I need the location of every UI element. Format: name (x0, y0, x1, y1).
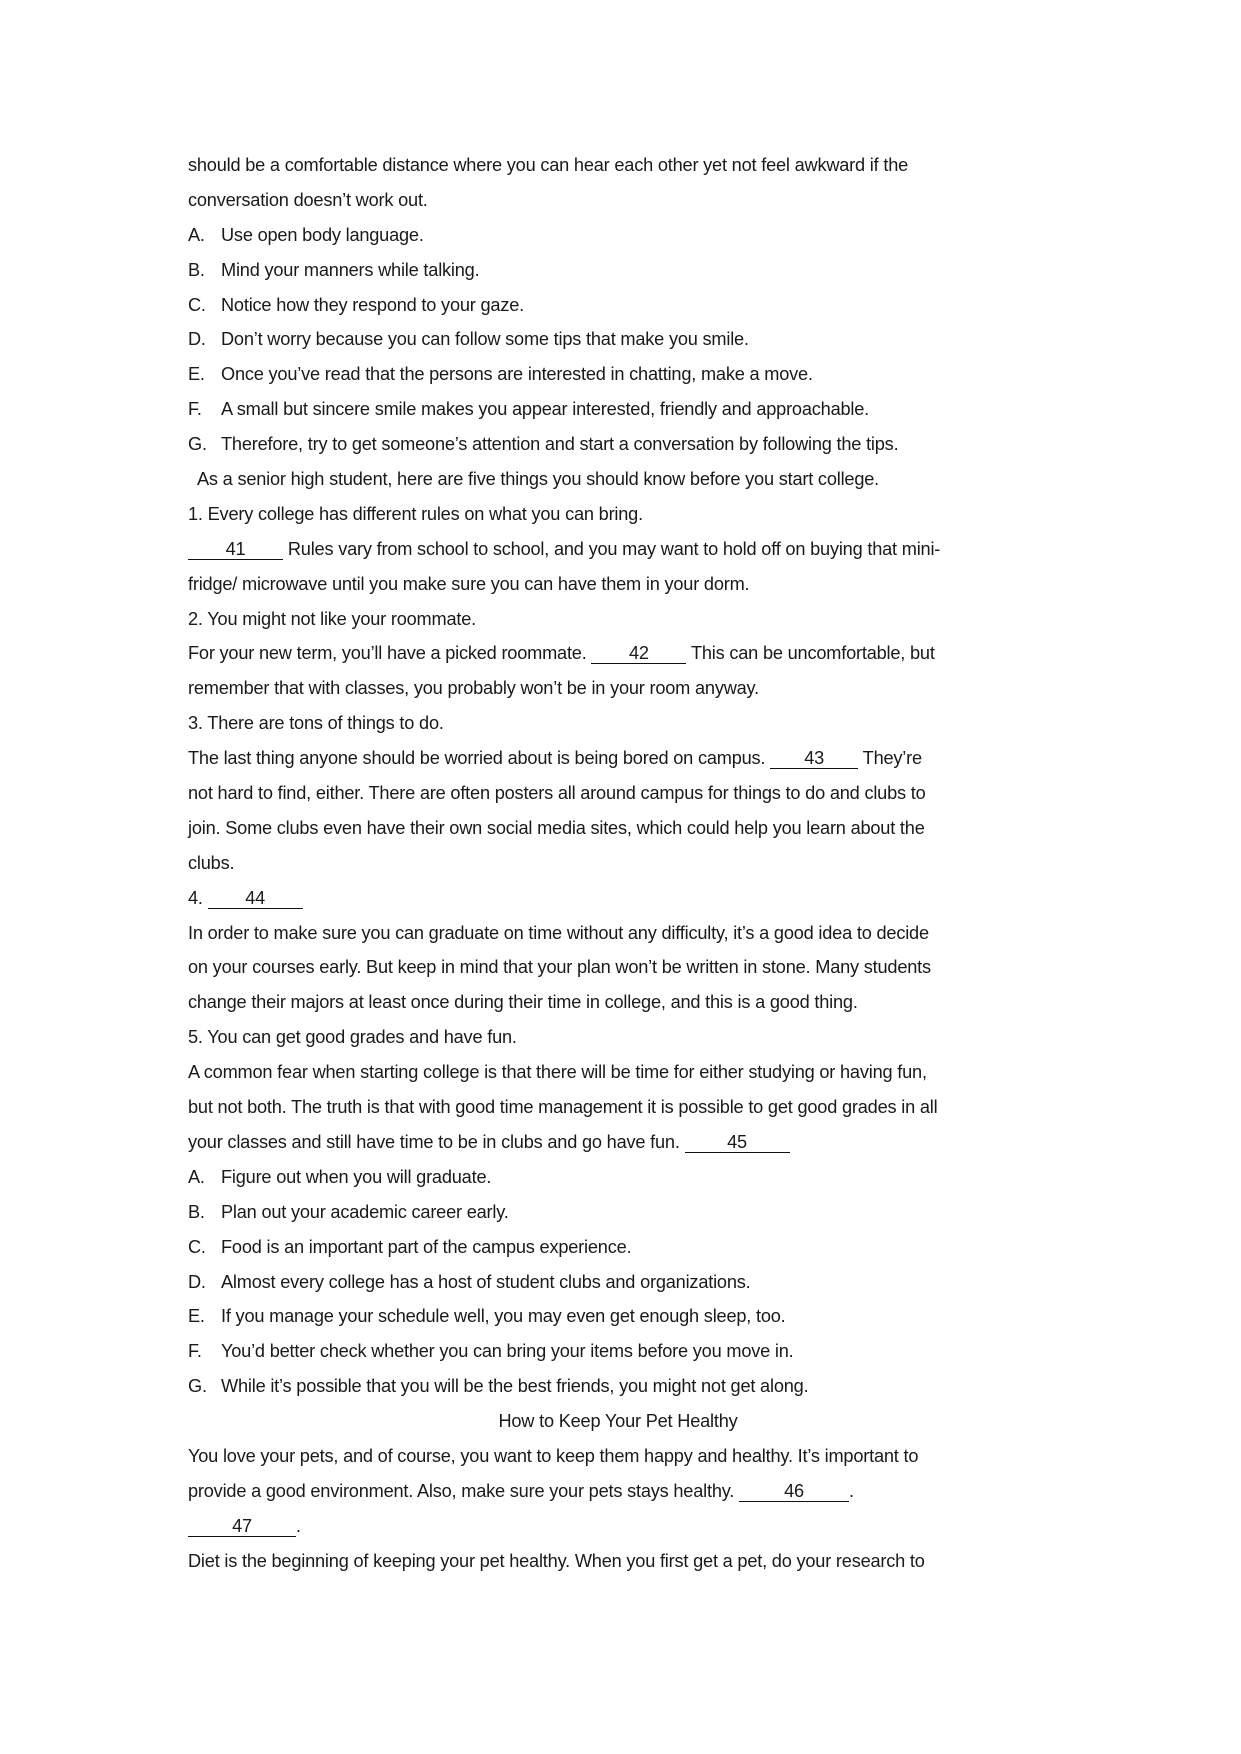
text-line: but not both. The truth is that with good time management it is possible to get good grades in all (188, 1097, 938, 1118)
option-letter: A. (188, 224, 205, 245)
passage-title: How to Keep Your Pet Healthy (498, 1411, 738, 1432)
text-line: on your courses early. But keep in mind that your plan won’t be written in stone. Many students (188, 957, 931, 978)
option-item (188, 1230, 1048, 1265)
option-letter: D. (188, 329, 206, 350)
text-span: For your new term, you’ll have a picked roommate. (188, 643, 592, 664)
option-letter: D. (188, 1271, 206, 1292)
option-text: Almost every college has a host of student clubs and organizations. (221, 1271, 751, 1292)
text-line: change their majors at least once during their time in college, and this is a good thing. (188, 992, 858, 1013)
option-text: Mind your manners while talking. (221, 259, 480, 280)
answer-blank-44: 44 (208, 889, 303, 909)
text-line (188, 636, 1048, 671)
text-span: 4. (188, 887, 208, 908)
text-line: not hard to find, either. There are often posters all around campus for things to do and clubs to (188, 783, 926, 804)
option-letter: B. (188, 1201, 205, 1222)
option-text: A small but sincere smile makes you appear interested, friendly and approachable. (221, 399, 870, 420)
text-line: Diet is the beginning of keeping your pet healthy. When you first get a pet, do your research to (188, 1550, 925, 1571)
text-span: provide a good environment. Also, make sure your pets stays healthy. (188, 1480, 739, 1501)
option-item (188, 322, 1048, 357)
text-span: The last thing anyone should be worried about is being bored on campus. (188, 748, 771, 769)
option-text: Use open body language. (221, 224, 424, 245)
answer-blank-41: 41 (188, 540, 283, 560)
section-heading: 1. Every college has different rules on what you can bring. (188, 503, 643, 524)
option-item (188, 427, 1048, 462)
text-line: You love your pets, and of course, you want to keep them happy and healthy. It’s important to (188, 1445, 919, 1466)
text-line: should be a comfortable distance where you can hear each other yet not feel awkward if the (188, 155, 909, 175)
text-span: Rules vary from school to school, and you may want to hold off on buying that mini- (283, 538, 941, 559)
option-item (188, 218, 1048, 253)
text-line: In order to make sure you can graduate on time without any difficulty, it’s a good idea to decide (188, 922, 929, 943)
option-letter: E. (188, 1306, 205, 1327)
option-text: While it’s possible that you will be the best friends, you might not get along. (221, 1376, 809, 1397)
option-item (188, 253, 1048, 288)
text-span: . (849, 1480, 854, 1501)
option-item (188, 1195, 1048, 1230)
option-text: Therefore, try to get someone’s attention and start a conversation by following the tips. (221, 434, 899, 455)
option-text: Plan out your academic career early. (221, 1201, 509, 1222)
option-item (188, 1334, 1048, 1369)
option-item (188, 392, 1048, 427)
option-letter: G. (188, 434, 207, 455)
answer-blank-45: 45 (685, 1133, 790, 1153)
text-span: your classes and still have time to be in clubs and go have fun. (188, 1131, 685, 1152)
option-item (188, 357, 1048, 392)
passage-intro: As a senior high student, here are five things you should know before you start college. (197, 469, 880, 490)
option-letter: F. (188, 399, 202, 420)
option-item (188, 1160, 1048, 1195)
option-text: You’d better check whether you can bring your items before you move in. (221, 1341, 794, 1362)
option-text: If you manage your schedule well, you may even get enough sleep, too. (221, 1306, 786, 1327)
option-text: Notice how they respond to your gaze. (221, 294, 524, 315)
answer-blank-46: 46 (739, 1482, 849, 1502)
answer-blank-47: 47 (188, 1517, 296, 1537)
text-line (188, 1125, 1048, 1160)
option-letter: F. (188, 1341, 202, 1362)
option-item (188, 1299, 1048, 1334)
section-heading: 3. There are tons of things to do. (188, 713, 444, 734)
answer-blank-42: 42 (591, 644, 686, 664)
option-letter: C. (188, 1236, 206, 1257)
text-line (188, 1509, 1048, 1544)
option-letter: C. (188, 294, 206, 315)
option-text: Don’t worry because you can follow some tips that make you smile. (221, 329, 749, 350)
section-heading: 2. You might not like your roommate. (188, 608, 476, 629)
answer-blank-43: 43 (770, 749, 858, 769)
section-heading (188, 881, 1048, 916)
text-span: This can be uncomfortable, but (686, 643, 935, 664)
text-line (188, 741, 1048, 776)
text-line: A common fear when starting college is that there will be time for either studying or having fun, (188, 1062, 927, 1083)
option-item (188, 1369, 1048, 1404)
option-text: Figure out when you will graduate. (221, 1166, 492, 1187)
text-line: fridge/ microwave until you make sure you can have them in your dorm. (188, 573, 750, 594)
text-line: join. Some clubs even have their own social media sites, which could help you learn about the (188, 817, 925, 838)
text-span: . (296, 1515, 301, 1536)
text-line (188, 1474, 1048, 1509)
option-letter: G. (188, 1376, 207, 1397)
text-line: clubs. (188, 852, 235, 873)
option-item (188, 1265, 1048, 1300)
text-line: conversation doesn’t work out. (188, 189, 428, 210)
option-text: Food is an important part of the campus experience. (221, 1236, 632, 1257)
text-line: remember that with classes, you probably won’t be in your room anyway. (188, 678, 759, 699)
document-page (188, 148, 1048, 1579)
option-letter: E. (188, 364, 205, 385)
option-letter: B. (188, 259, 205, 280)
section-heading: 5. You can get good grades and have fun. (188, 1027, 517, 1048)
text-span: They’re (858, 748, 922, 769)
text-line (188, 532, 1048, 567)
option-text: Once you’ve read that the persons are interested in chatting, make a move. (221, 364, 813, 385)
option-item (188, 288, 1048, 323)
option-letter: A. (188, 1166, 205, 1187)
